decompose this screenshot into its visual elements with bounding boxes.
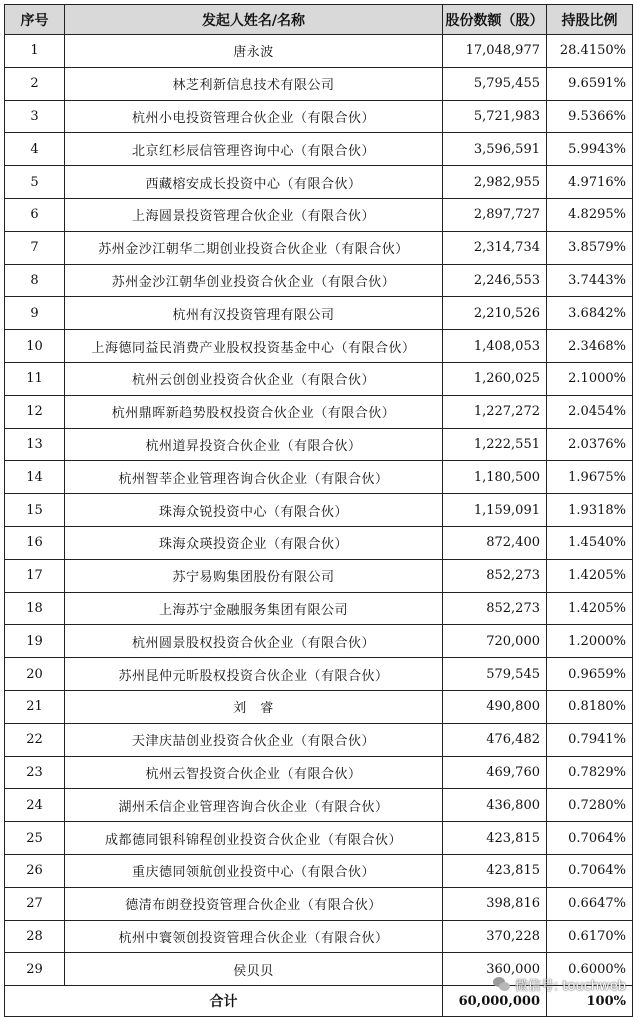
table-row bbox=[5, 559, 633, 592]
row-no: 17 bbox=[5, 559, 65, 592]
row-no: 26 bbox=[5, 854, 65, 887]
row-ratio: 9.6591% bbox=[547, 67, 633, 100]
watermark bbox=[493, 975, 626, 994]
row-ratio: 9.5366% bbox=[547, 100, 633, 133]
header-name: 发起人姓名/名称 bbox=[65, 5, 443, 35]
row-name: 上海德同益民消费产业股权投资基金中心（有限合伙） bbox=[65, 330, 443, 363]
row-no: 25 bbox=[5, 822, 65, 855]
row-shares: 3,596,591 bbox=[443, 133, 547, 166]
table-row bbox=[5, 658, 633, 691]
row-name: 杭州鼎晖新趋势股权投资合伙企业（有限合伙） bbox=[65, 395, 443, 428]
row-ratio: 0.8180% bbox=[547, 690, 633, 723]
watermark-text: 微信号: touchweb bbox=[514, 979, 626, 994]
row-no: 19 bbox=[5, 625, 65, 658]
row-shares: 1,408,053 bbox=[443, 330, 547, 363]
table-row bbox=[5, 854, 633, 887]
header-ratio: 持股比例 bbox=[547, 5, 633, 35]
row-ratio: 1.2000% bbox=[547, 625, 633, 658]
row-shares: 423,815 bbox=[443, 854, 547, 887]
row-shares: 490,800 bbox=[443, 690, 547, 723]
table-row bbox=[5, 198, 633, 231]
row-ratio: 1.9675% bbox=[547, 461, 633, 494]
row-name: 苏宁易购集团股份有限公司 bbox=[65, 559, 443, 592]
row-no: 22 bbox=[5, 723, 65, 756]
table-row bbox=[5, 133, 633, 166]
table-row bbox=[5, 428, 633, 461]
row-shares: 2,897,727 bbox=[443, 198, 547, 231]
row-no: 20 bbox=[5, 658, 65, 691]
row-shares: 5,795,455 bbox=[443, 67, 547, 100]
row-ratio: 2.3468% bbox=[547, 330, 633, 363]
row-name: 珠海众锐投资中心（有限合伙） bbox=[65, 494, 443, 527]
row-name: 重庆德同领航创业投资中心（有限合伙） bbox=[65, 854, 443, 887]
row-no: 18 bbox=[5, 592, 65, 625]
row-shares: 852,273 bbox=[443, 559, 547, 592]
row-name: 上海苏宁金融服务集团有限公司 bbox=[65, 592, 443, 625]
row-shares: 398,816 bbox=[443, 887, 547, 920]
row-no: 24 bbox=[5, 789, 65, 822]
row-shares: 360,000 bbox=[443, 953, 547, 986]
row-no: 2 bbox=[5, 67, 65, 100]
row-shares: 469,760 bbox=[443, 756, 547, 789]
row-ratio: 1.4205% bbox=[547, 592, 633, 625]
table-row bbox=[5, 526, 633, 559]
row-name: 杭州云创创业投资合伙企业（有限合伙） bbox=[65, 362, 443, 395]
row-ratio: 4.8295% bbox=[547, 198, 633, 231]
row-no: 15 bbox=[5, 494, 65, 527]
row-shares: 2,982,955 bbox=[443, 166, 547, 199]
row-name: 杭州云智投资合伙企业（有限合伙） bbox=[65, 756, 443, 789]
table-row bbox=[5, 592, 633, 625]
row-name: 杭州小电投资管理合伙企业（有限合伙） bbox=[65, 100, 443, 133]
row-shares: 2,246,553 bbox=[443, 264, 547, 297]
table-row bbox=[5, 887, 633, 920]
row-ratio: 2.0376% bbox=[547, 428, 633, 461]
row-no: 16 bbox=[5, 526, 65, 559]
row-no: 11 bbox=[5, 362, 65, 395]
row-name: 杭州有汉投资管理有限公司 bbox=[65, 297, 443, 330]
header-no: 序号 bbox=[5, 5, 65, 35]
row-name: 珠海众瑛投资企业（有限合伙） bbox=[65, 526, 443, 559]
table-row bbox=[5, 920, 633, 953]
row-no: 28 bbox=[5, 920, 65, 953]
row-ratio: 5.9943% bbox=[547, 133, 633, 166]
table-row bbox=[5, 494, 633, 527]
row-shares: 2,210,526 bbox=[443, 297, 547, 330]
row-name: 杭州道昇投资合伙企业（有限合伙） bbox=[65, 428, 443, 461]
row-ratio: 0.7064% bbox=[547, 822, 633, 855]
row-ratio: 0.7064% bbox=[547, 854, 633, 887]
table-row bbox=[5, 67, 633, 100]
row-name: 杭州智莘企业管理咨询合伙企业（有限合伙） bbox=[65, 461, 443, 494]
table-body bbox=[5, 35, 633, 986]
row-ratio: 0.7941% bbox=[547, 723, 633, 756]
row-shares: 5,721,983 bbox=[443, 100, 547, 133]
row-no: 6 bbox=[5, 198, 65, 231]
total-label: 合计 bbox=[5, 986, 443, 1017]
row-name: 湖州禾信企业管理咨询合伙企业（有限合伙） bbox=[65, 789, 443, 822]
shareholder-table bbox=[4, 4, 633, 1017]
table-row bbox=[5, 625, 633, 658]
table-row bbox=[5, 723, 633, 756]
row-ratio: 0.6000% bbox=[547, 953, 633, 986]
table-row bbox=[5, 690, 633, 723]
row-no: 4 bbox=[5, 133, 65, 166]
row-name: 天津庆喆创业投资合伙企业（有限合伙） bbox=[65, 723, 443, 756]
row-name: 德清布朗登投资管理合伙企业（有限合伙） bbox=[65, 887, 443, 920]
row-shares: 579,545 bbox=[443, 658, 547, 691]
row-no: 8 bbox=[5, 264, 65, 297]
row-name: 苏州金沙江朝华创业投资合伙企业（有限合伙） bbox=[65, 264, 443, 297]
row-ratio: 3.8579% bbox=[547, 231, 633, 264]
table-row bbox=[5, 789, 633, 822]
row-name: 杭州中寰领创投资管理合伙企业（有限合伙） bbox=[65, 920, 443, 953]
row-ratio: 0.6647% bbox=[547, 887, 633, 920]
row-no: 13 bbox=[5, 428, 65, 461]
header-shares: 股份数额（股） bbox=[443, 5, 547, 35]
row-no: 5 bbox=[5, 166, 65, 199]
row-no: 1 bbox=[5, 35, 65, 68]
row-name: 上海圆景投资管理合伙企业（有限合伙） bbox=[65, 198, 443, 231]
row-no: 3 bbox=[5, 100, 65, 133]
total-ratio: 100% bbox=[547, 986, 633, 1017]
row-ratio: 0.9659% bbox=[547, 658, 633, 691]
wechat-icon bbox=[493, 977, 511, 992]
row-name: 侯贝贝 bbox=[65, 953, 443, 986]
row-shares: 17,048,977 bbox=[443, 35, 547, 68]
row-ratio: 1.9318% bbox=[547, 494, 633, 527]
row-shares: 1,260,025 bbox=[443, 362, 547, 395]
table-row bbox=[5, 35, 633, 68]
row-name: 唐永波 bbox=[65, 35, 443, 68]
table-row bbox=[5, 756, 633, 789]
row-no: 23 bbox=[5, 756, 65, 789]
row-name: 苏州金沙江朝华二期创业投资合伙企业（有限合伙） bbox=[65, 231, 443, 264]
row-shares: 476,482 bbox=[443, 723, 547, 756]
row-ratio: 2.0454% bbox=[547, 395, 633, 428]
row-shares: 852,273 bbox=[443, 592, 547, 625]
row-ratio: 1.4540% bbox=[547, 526, 633, 559]
row-name: 北京红杉辰信管理咨询中心（有限合伙） bbox=[65, 133, 443, 166]
row-ratio: 1.4205% bbox=[547, 559, 633, 592]
row-no: 21 bbox=[5, 690, 65, 723]
table-header-row bbox=[5, 5, 633, 35]
row-name: 杭州圆景股权投资合伙企业（有限合伙） bbox=[65, 625, 443, 658]
row-no: 14 bbox=[5, 461, 65, 494]
row-shares: 1,227,272 bbox=[443, 395, 547, 428]
total-shares: 60,000,000 bbox=[443, 986, 547, 1017]
row-ratio: 3.6842% bbox=[547, 297, 633, 330]
row-shares: 436,800 bbox=[443, 789, 547, 822]
row-shares: 1,222,551 bbox=[443, 428, 547, 461]
row-shares: 1,159,091 bbox=[443, 494, 547, 527]
row-name: 苏州昆仲元昕股权投资合伙企业（有限合伙） bbox=[65, 658, 443, 691]
row-name: 林芝利新信息技术有限公司 bbox=[65, 67, 443, 100]
table-row bbox=[5, 231, 633, 264]
table-row bbox=[5, 461, 633, 494]
row-ratio: 28.4150% bbox=[547, 35, 633, 68]
table-row bbox=[5, 822, 633, 855]
table-row bbox=[5, 264, 633, 297]
row-shares: 720,000 bbox=[443, 625, 547, 658]
table-row bbox=[5, 330, 633, 363]
table-row bbox=[5, 297, 633, 330]
row-ratio: 0.7280% bbox=[547, 789, 633, 822]
row-no: 29 bbox=[5, 953, 65, 986]
row-ratio: 4.9716% bbox=[547, 166, 633, 199]
row-shares: 2,314,734 bbox=[443, 231, 547, 264]
row-no: 12 bbox=[5, 395, 65, 428]
row-no: 27 bbox=[5, 887, 65, 920]
row-name: 成都德同银科锦程创业投资合伙企业（有限合伙） bbox=[65, 822, 443, 855]
table-row bbox=[5, 166, 633, 199]
row-shares: 423,815 bbox=[443, 822, 547, 855]
row-name: 刘 睿 bbox=[65, 690, 443, 723]
row-shares: 1,180,500 bbox=[443, 461, 547, 494]
row-shares: 872,400 bbox=[443, 526, 547, 559]
row-ratio: 0.7829% bbox=[547, 756, 633, 789]
row-ratio: 2.1000% bbox=[547, 362, 633, 395]
row-no: 7 bbox=[5, 231, 65, 264]
row-name: 西藏榕安成长投资中心（有限合伙） bbox=[65, 166, 443, 199]
table-row bbox=[5, 395, 633, 428]
row-ratio: 0.6170% bbox=[547, 920, 633, 953]
row-no: 9 bbox=[5, 297, 65, 330]
row-no: 10 bbox=[5, 330, 65, 363]
table-row bbox=[5, 362, 633, 395]
row-shares: 370,228 bbox=[443, 920, 547, 953]
table-row bbox=[5, 100, 633, 133]
row-ratio: 3.7443% bbox=[547, 264, 633, 297]
